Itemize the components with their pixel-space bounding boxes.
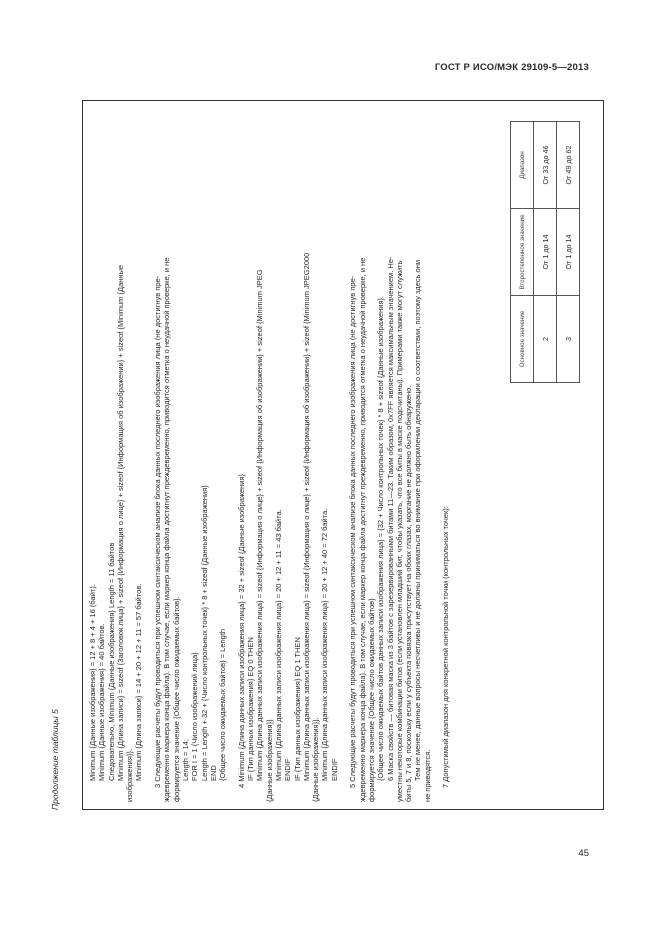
text-line: изображения}}. — [125, 748, 135, 802]
paragraph-gap — [432, 107, 441, 802]
text-line: 7 Допустимый диапазон для конкретной контрольной точки (контрольных точек): — [441, 506, 451, 788]
table-cell: От 33 до 46 — [534, 122, 557, 209]
text-line: 6 Маска свойств — битовая маска из 3 байтов с зарезервированными битами 11—23. Таким образом, 0x7FF является максимальным значением. Не- — [385, 256, 395, 781]
paragraph-gap — [227, 107, 236, 802]
text-line: Minimum {Данные изображения} = 12 + 8 + 4 + 16 (байт). — [88, 584, 97, 781]
text-line: 4 Minimum {Длина данных записи изображения лица} = 32 + sizeof {Данные изображения} — [236, 473, 246, 788]
text-line: 5 Следующие расчеты будут проводиться при успешном синтаксическом анализе блока данных последнего изображения лица (не достигнув пре- — [348, 275, 358, 788]
text-line: IF {Тип данных изображения} EQ 0 THEN — [246, 637, 256, 781]
text-line: формируется значение {Общее число ожидаемых байтов} — [366, 598, 376, 802]
text-line: {Данные изображения}} — [264, 719, 274, 802]
text-line: уместны некоторые комбинации битов (если установлен младший бит, чтобы указать, что все биты в маске подсчитаны). Примерами также могут служить — [394, 260, 404, 802]
text-line: END — [208, 765, 218, 781]
text-line: {Общее число ожидаемых байтов данных записи изображения лица} = {32 + Число контрольных точек} * 8 + sizeof {Данные изображения}. — [376, 295, 386, 781]
text-line: Следовательно, Minimum {Данные изображения} Length = 11 байтов — [106, 542, 116, 781]
table-cell: От 1 до 14 — [557, 209, 580, 296]
paragraph-gap — [144, 107, 153, 802]
table-cell: От 1 до 14 — [534, 209, 557, 296]
range-table — [510, 121, 580, 383]
text-line: Minimum {Длина данных записи изображения лица} = sizeof {Информация о лице} + sizeof {Информация об изображении} + sizeof {Minimum JPEG — [255, 269, 265, 781]
table-cell: 2 — [534, 296, 557, 383]
text-line: ждевременно маркера конца файла). В том случае, если маркер конца файла достигнут преждевременно, приводится отметка о неудачной проверке, и не — [357, 257, 367, 802]
text-line: {Общее число ожидаемых байтов} = Length — [218, 628, 228, 781]
table-row — [534, 122, 557, 383]
text-line: ENDIF — [283, 758, 293, 781]
text-line: 3 Следующие расчеты будут проводиться при успешном синтаксическом анализе блока данных последнего изображения лица (не достигнув пре- — [153, 275, 163, 788]
text-line: биты 5, 7 и 8, поскольку если у субъекта повязка присутствует на обоих глазах, моргание не должно быть обнаружено. — [404, 385, 414, 802]
text-line: Minimum {Длина данных записи изображения лица} = sizeof {Информация о лице} + sizeof {Информация об изображении} + sizeof {Minimum JPEG2000 — [301, 252, 311, 781]
text-line: Length = Length + 32 + {Число контрольных точек} * 8 + sizeof {Данные изображения} — [199, 485, 209, 781]
text-line: Minimum {Длина данных записи изображения лица} = 20 + 12 + 40 = 72 байта. — [320, 508, 330, 781]
range-table-header-row — [511, 122, 534, 383]
text-line: Minimum {Длина данных записи изображения лица} = 20 + 12 + 11 = 43 байта. — [273, 509, 283, 781]
paragraph-gap — [339, 107, 348, 802]
table-frame — [82, 100, 604, 810]
range-table-header: Второстепенное значение — [511, 209, 534, 296]
text-line: Minimum {Длина записи} = 14 + 20 + 12 + 11 = 57 байтов. — [134, 583, 144, 781]
table-cell: 3 — [557, 296, 580, 383]
range-table-header: Диапазон — [511, 122, 534, 209]
table-row — [557, 122, 580, 383]
text-line: Length = 14; — [180, 739, 190, 781]
table-cell: От 49 до 62 — [557, 122, 580, 209]
text-line: Тем не менее, данные вопросы несчетливы и не должны приниматься во внимание при оформлении декларации о соответствии, поэтому здесь они — [413, 259, 423, 781]
text-line: Minimum {Данные изображения} = 40 байтов. — [97, 623, 107, 781]
text-line: FOR I = 1 {Число изображений лица} — [190, 652, 200, 781]
text-line: Minimum {Длина записи} = sizeof {Заголовок лица} + sizeof {Информация о лице} + sizeof {Информация об изображении} + sizeof {Minimum {Данные — [115, 264, 125, 781]
document-header: ГОСТ Р ИСО/МЭК 29109-5—2013 — [434, 62, 589, 73]
text-line: IF {Тип данных изображения} EQ 1 THEN — [292, 637, 302, 781]
notes-text-block — [88, 107, 451, 802]
text-line: ENDIF — [329, 758, 339, 781]
rotated-table-continuation — [50, 100, 622, 810]
text-line: ждевременно маркера конца файла). В том случае, если маркер конца файла достигнут преждевременно, приводится отметка о неудачной проверке, и не — [162, 257, 172, 802]
text-line: не приводятся. — [422, 749, 432, 802]
page-number: 45 — [578, 848, 589, 859]
text-line: {Данные изображения}}. — [311, 717, 321, 802]
text-line: формируется значение {Общее число ожидаемых байтов}. — [171, 596, 181, 802]
range-table-header: Основное значение — [511, 296, 534, 383]
table-caption: Продолжение таблицы 5 — [50, 709, 60, 810]
